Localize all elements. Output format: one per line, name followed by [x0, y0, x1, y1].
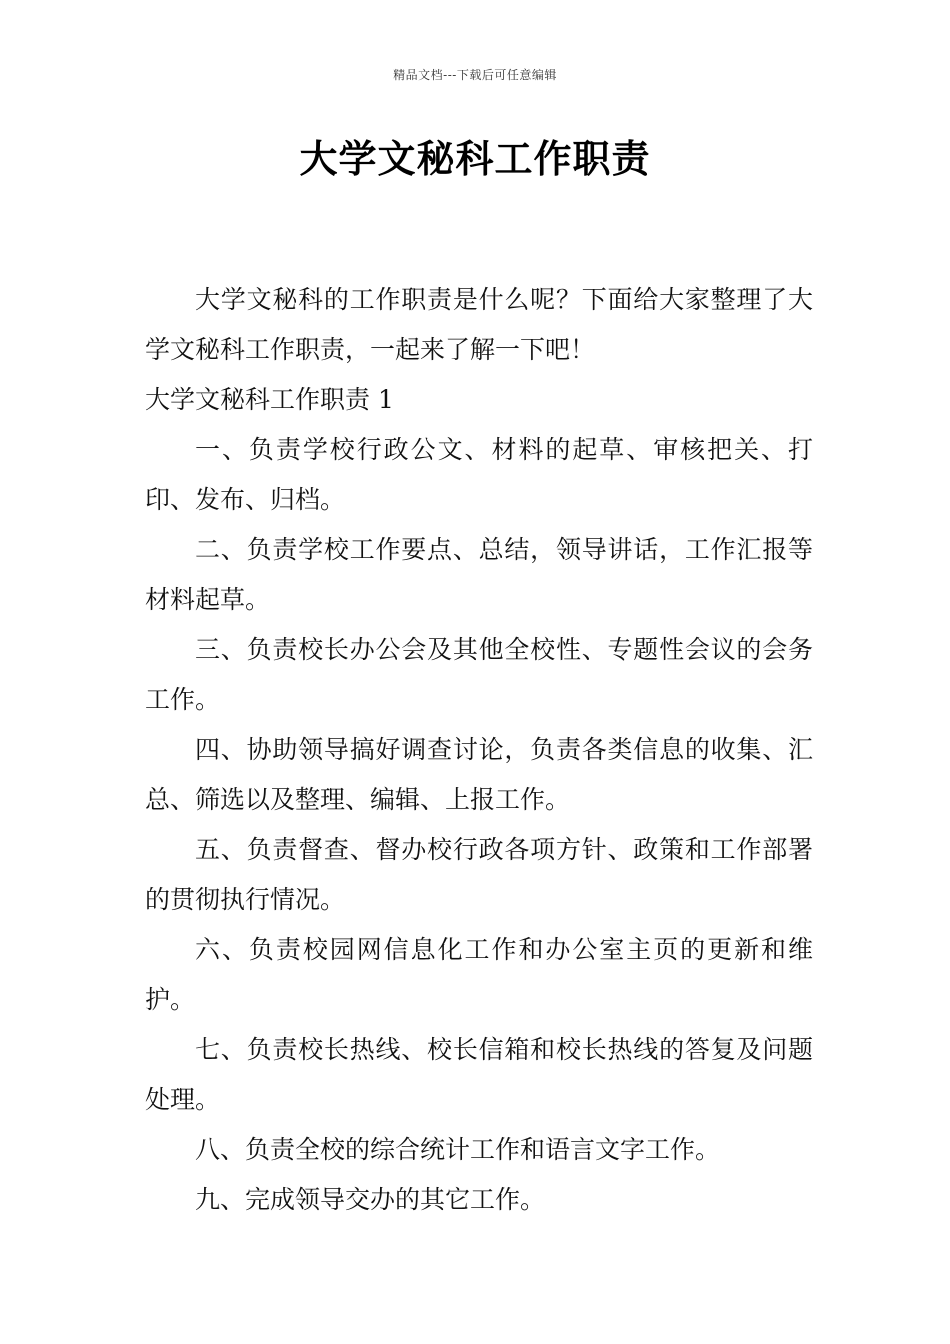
duty-item-8: 八、负责全校的综合统计工作和语言文字工作。	[195, 1135, 721, 1164]
section-heading: 大学文秘科工作职责 1	[145, 385, 394, 414]
intro-paragraph: 大学文秘科的工作职责是什么呢？下面给大家整理了大学文秘科工作职责，一起来了解一下吧！	[145, 285, 813, 364]
duty-item-9: 九、完成领导交办的其它工作。	[195, 1185, 546, 1214]
document-body	[145, 275, 813, 1225]
duty-item-3: 三、负责校长办公会及其他全校性、专题性会议的会务工作。	[145, 635, 813, 714]
duty-item-7: 七、负责校长热线、校长信箱和校长热线的答复及问题处理。	[145, 1035, 813, 1114]
duty-item-6: 六、负责校园网信息化工作和办公室主页的更新和维护。	[145, 935, 813, 1014]
duty-item-1: 一、负责学校行政公文、材料的起草、审核把关、打印、发布、归档。	[145, 435, 813, 514]
header-note: 精品文档---下载后可任意编辑	[393, 68, 557, 82]
duty-item-4: 四、协助领导搞好调查讨论，负责各类信息的收集、汇总、筛选以及整理、编辑、上报工作。	[145, 735, 813, 814]
document-title: 大学文秘科工作职责	[299, 137, 651, 181]
duty-item-5: 五、负责督查、督办校行政各项方针、政策和工作部署的贯彻执行情况。	[145, 835, 813, 914]
duty-item-2: 二、负责学校工作要点、总结，领导讲话，工作汇报等材料起草。	[145, 535, 813, 614]
